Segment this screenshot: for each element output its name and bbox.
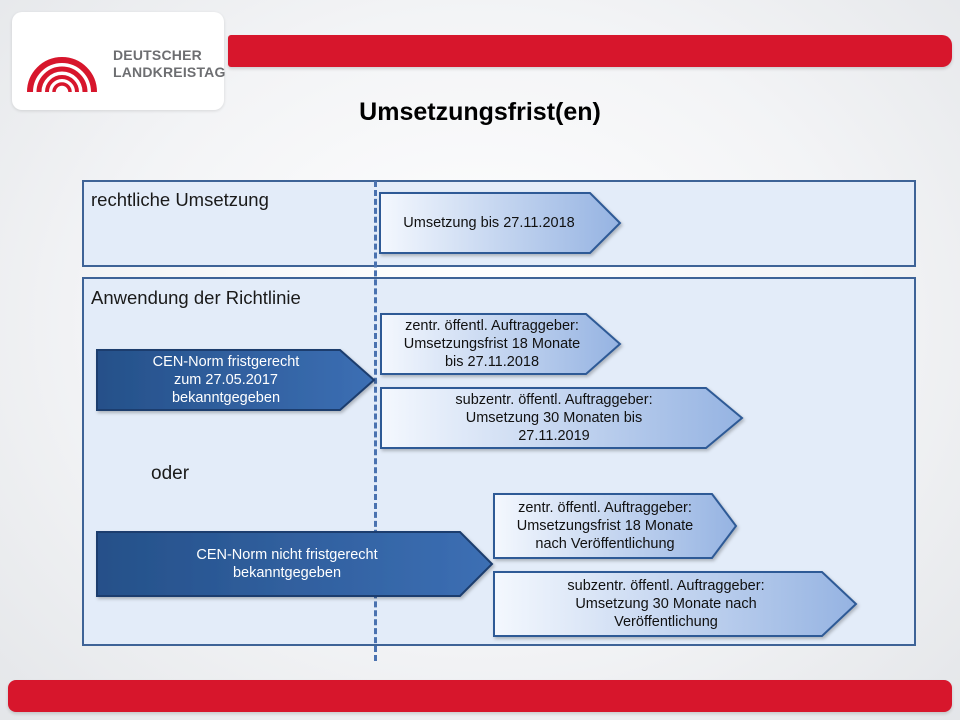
- late-subcentral-label: subzentr. öffentl. Auftraggeber: Umsetzung 30 Monate nach Veröffentlichung: [567, 578, 765, 630]
- cen-late-label: CEN-Norm nicht fristgerecht bekanntgegeben: [196, 547, 378, 581]
- page-title: Umsetzungsfrist(en): [359, 98, 601, 126]
- cen-on-time-label: CEN-Norm fristgerecht zum 27.05.2017 bekanntgegeben: [152, 354, 300, 406]
- legal-implementation-heading: rechtliche Umsetzung: [91, 189, 269, 210]
- legal-deadline-label: Umsetzung bis 27.11.2018: [403, 215, 575, 231]
- late-central-label: zentr. öffentl. Auftraggeber: Umsetzungsfrist 18 Monate nach Veröffentlichung: [516, 500, 694, 552]
- directive-application-heading: Anwendung der Richtlinie: [91, 287, 301, 308]
- on-time-subcentral-label: subzentr. öffentl. Auftraggeber: Umsetzung 30 Monaten bis 27.11.2019: [455, 392, 653, 444]
- or-label: oder: [151, 463, 190, 484]
- logo-line-2: LANDKREISTAG: [113, 64, 226, 80]
- on-time-central-label: zentr. öffentl. Auftraggeber: Umsetzungsfrist 18 Monate bis 27.11.2018: [403, 318, 581, 370]
- logo-line-1: DEUTSCHER: [113, 47, 202, 63]
